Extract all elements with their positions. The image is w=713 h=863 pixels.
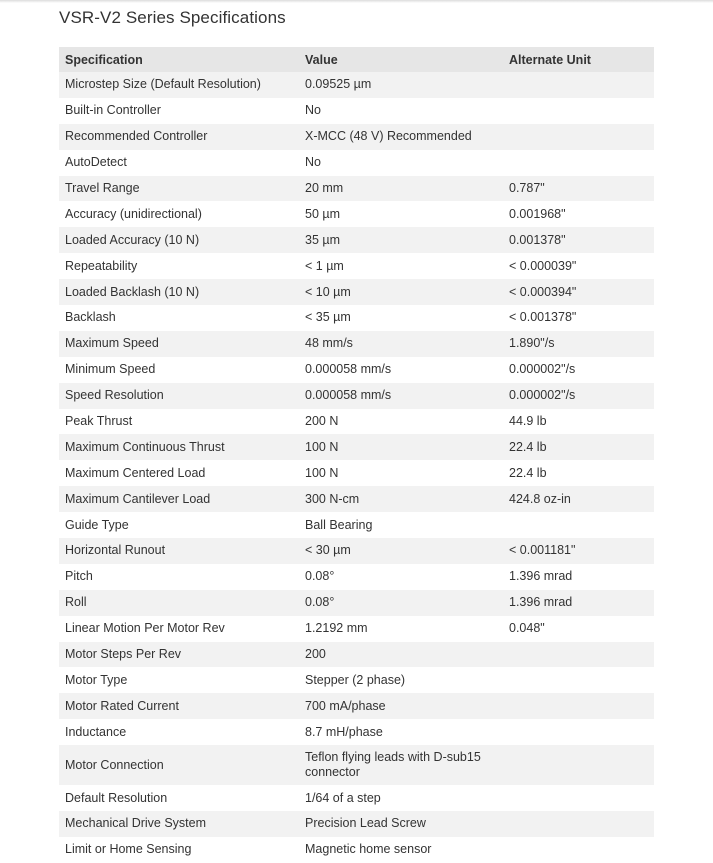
spec-alternate-unit-cell: 424.8 oz-in <box>503 486 654 512</box>
spec-value-cell: 35 µm <box>299 227 503 253</box>
spec-name-cell: Mechanical Drive System <box>59 811 299 837</box>
spec-value-cell: Ball Bearing <box>305 517 373 532</box>
spec-name-cell: Backlash <box>65 310 116 325</box>
spec-value-cell: < 35 µm <box>305 310 351 325</box>
table-row <box>59 383 654 409</box>
table-row <box>59 538 654 564</box>
spec-name-cell: Built-in Controller <box>65 103 161 118</box>
specifications-table <box>59 47 654 863</box>
spec-alternate-unit-cell <box>503 512 654 538</box>
table-row <box>59 642 654 668</box>
spec-name-cell: Peak Thrust <box>65 414 133 429</box>
spec-alternate-unit-cell <box>503 150 654 176</box>
spec-name-cell: Speed Resolution <box>59 383 299 409</box>
spec-alternate-unit-cell <box>503 785 654 811</box>
spec-name-cell: Recommended Controller <box>59 124 299 150</box>
table-row <box>59 201 654 227</box>
spec-value-cell: 200 <box>299 642 503 668</box>
spec-alternate-unit-cell <box>503 667 654 693</box>
table-row <box>59 837 654 863</box>
spec-value-cell: 100 N <box>299 434 503 460</box>
spec-alternate-unit-cell: 0.048" <box>509 621 545 636</box>
table-row <box>59 227 654 253</box>
spec-value-cell: X-MCC (48 V) Recommended <box>299 124 503 150</box>
spec-value-cell: 0.08° <box>305 569 335 584</box>
column-header-specification: Specification <box>59 47 299 72</box>
spec-alternate-unit-cell: 0.787" <box>503 176 654 202</box>
spec-name-cell: Guide Type <box>65 517 129 532</box>
spec-alternate-unit-cell <box>503 719 654 745</box>
table-row <box>59 693 654 719</box>
spec-name-cell: Limit or Home Sensing <box>65 842 192 857</box>
spec-alternate-unit-cell <box>503 98 654 124</box>
spec-name-cell: Travel Range <box>59 176 299 202</box>
spec-alternate-unit-cell: 1.396 mrad <box>509 569 573 584</box>
spec-alternate-unit-cell <box>503 693 654 719</box>
spec-alternate-unit-cell: 44.9 lb <box>509 414 547 429</box>
spec-name-cell: Accuracy (unidirectional) <box>65 206 202 221</box>
spec-value-cell: 0.000058 mm/s <box>305 362 392 377</box>
spec-value-cell: 50 µm <box>305 206 340 221</box>
spec-name-cell: Loaded Backlash (10 N) <box>59 279 299 305</box>
spec-alternate-unit-cell: 22.4 lb <box>503 434 654 460</box>
spec-alternate-unit-cell: < 0.001181" <box>503 538 654 564</box>
table-row <box>59 409 654 435</box>
spec-value-cell: 1.2192 mm <box>305 621 368 636</box>
table-row <box>59 176 654 202</box>
spec-value-cell: < 1 µm <box>305 258 344 273</box>
spec-value-cell: < 30 µm <box>299 538 503 564</box>
spec-value-cell: 0.09525 µm <box>299 72 503 98</box>
table-row <box>59 434 654 460</box>
spec-value-cell: < 10 µm <box>299 279 503 305</box>
spec-value-cell: Magnetic home sensor <box>305 842 432 857</box>
spec-name-cell: Maximum Cantilever Load <box>59 486 299 512</box>
spec-name-cell: Horizontal Runout <box>59 538 299 564</box>
spec-value-cell: 48 mm/s <box>299 331 503 357</box>
spec-value-cell: 0.08° <box>299 590 503 616</box>
spec-name-cell: Maximum Continuous Thrust <box>59 434 299 460</box>
table-row <box>59 745 654 785</box>
spec-alternate-unit-cell <box>503 745 654 785</box>
spec-value-cell: 0.000058 mm/s <box>299 383 503 409</box>
spec-name-cell: Loaded Accuracy (10 N) <box>59 227 299 253</box>
spec-name-cell: Inductance <box>65 724 127 739</box>
spec-name-cell: Linear Motion Per Motor Rev <box>65 621 225 636</box>
spec-name-cell: Motor Type <box>65 672 128 687</box>
spec-value-cell: Stepper (2 phase) <box>305 672 406 687</box>
spec-name-cell: Maximum Centered Load <box>65 465 206 480</box>
spec-name-cell: AutoDetect <box>65 155 127 170</box>
table-row <box>59 150 654 176</box>
table-header-row <box>59 47 654 72</box>
spec-name-cell: Maximum Speed <box>59 331 299 357</box>
spec-value-cell: No <box>305 155 321 170</box>
table-row <box>59 719 654 745</box>
spec-value-cell: Precision Lead Screw <box>299 811 503 837</box>
table-row <box>59 785 654 811</box>
table-row <box>59 279 654 305</box>
table-row <box>59 305 654 331</box>
spec-alternate-unit-cell: 1.890"/s <box>503 331 654 357</box>
table-row <box>59 667 654 693</box>
spec-value-cell: 700 mA/phase <box>299 693 503 719</box>
table-row <box>59 72 654 98</box>
spec-value-cell: 1/64 of a step <box>305 790 381 805</box>
top-divider <box>0 0 713 3</box>
spec-alternate-unit-cell <box>503 124 654 150</box>
spec-alternate-unit-cell: < 0.001378" <box>509 310 577 325</box>
spec-name-cell: Pitch <box>65 569 93 584</box>
spec-name-cell: Default Resolution <box>65 790 168 805</box>
column-header-alternate-unit: Alternate Unit <box>503 47 654 72</box>
spec-value-cell: No <box>305 103 321 118</box>
spec-name-cell: Motor Rated Current <box>59 693 299 719</box>
table-row <box>59 253 654 279</box>
spec-alternate-unit-cell: 22.4 lb <box>509 465 547 480</box>
table-row <box>59 512 654 538</box>
spec-value-cell: 8.7 mH/phase <box>305 724 383 739</box>
spec-value-cell: 200 N <box>305 414 339 429</box>
table-row <box>59 331 654 357</box>
table-row <box>59 590 654 616</box>
spec-alternate-unit-cell <box>503 811 654 837</box>
spec-alternate-unit-cell <box>503 642 654 668</box>
spec-value-cell: 100 N <box>305 465 339 480</box>
spec-value-cell: 300 N-cm <box>299 486 503 512</box>
spec-alternate-unit-cell: 0.001378" <box>503 227 654 253</box>
table-row <box>59 124 654 150</box>
spec-alternate-unit-cell <box>503 837 654 863</box>
spec-alternate-unit-cell: < 0.000394" <box>503 279 654 305</box>
spec-name-cell: Motor Connection <box>59 745 299 785</box>
spec-alternate-unit-cell: 0.000002"/s <box>509 362 576 377</box>
spec-alternate-unit-cell: 0.001968" <box>509 206 566 221</box>
spec-name-cell: Roll <box>59 590 299 616</box>
table-row <box>59 564 654 590</box>
table-row <box>59 486 654 512</box>
spec-value-cell: 20 mm <box>299 176 503 202</box>
table-row <box>59 98 654 124</box>
spec-alternate-unit-cell: 1.396 mrad <box>503 590 654 616</box>
spec-name-cell: Minimum Speed <box>65 362 156 377</box>
table-body <box>59 72 654 863</box>
spec-alternate-unit-cell: < 0.000039" <box>509 258 577 273</box>
spec-alternate-unit-cell: 0.000002"/s <box>503 383 654 409</box>
table-row <box>59 460 654 486</box>
page-title: VSR-V2 Series Specifications <box>59 8 286 27</box>
spec-name-cell: Motor Steps Per Rev <box>59 642 299 668</box>
table-row <box>59 357 654 383</box>
table-row <box>59 811 654 837</box>
column-header-value: Value <box>299 47 503 72</box>
spec-name-cell: Microstep Size (Default Resolution) <box>59 72 299 98</box>
spec-alternate-unit-cell <box>503 72 654 98</box>
table-row <box>59 616 654 642</box>
spec-value-cell: Teflon flying leads with D-sub15 connector <box>299 745 503 785</box>
spec-name-cell: Repeatability <box>65 258 138 273</box>
